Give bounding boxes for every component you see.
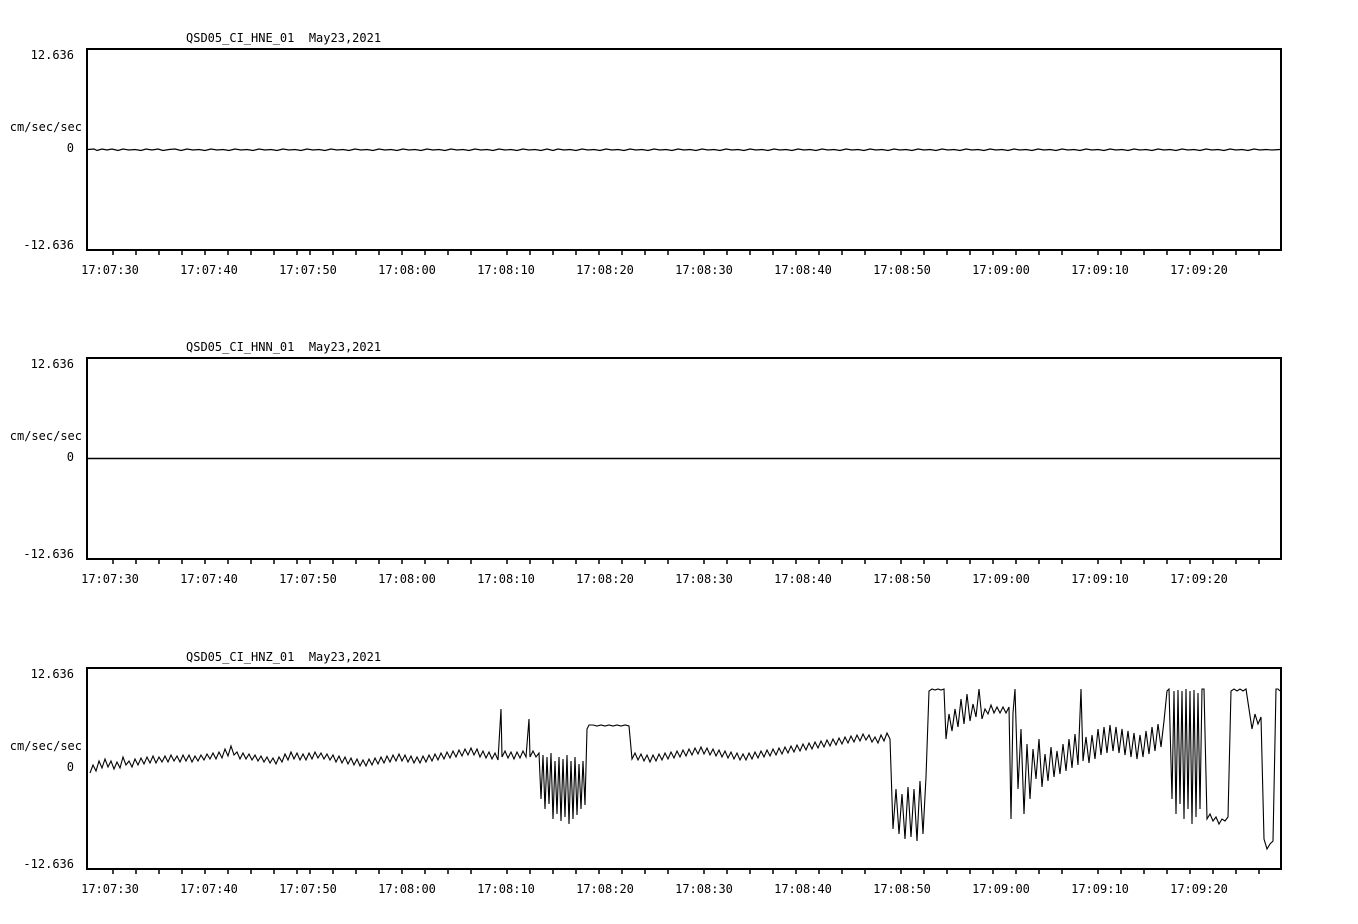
- panel-title-hnn: QSD05_CI_HNN_01 May23,2021: [186, 340, 382, 354]
- x-axis-ticks-hne: [86, 249, 1282, 257]
- x-tick-8-hnz: 17:08:50: [873, 882, 931, 896]
- x-tick-9-hne: 17:09:00: [972, 263, 1030, 277]
- x-tick-0-hne: 17:07:30: [81, 263, 139, 277]
- x-tick-6-hnz: 17:08:30: [675, 882, 733, 896]
- x-tick-10-hnn: 17:09:10: [1071, 572, 1129, 586]
- x-tick-1-hne: 17:07:40: [180, 263, 238, 277]
- x-tick-11-hnz: 17:09:20: [1170, 882, 1228, 896]
- x-tick-4-hnn: 17:08:10: [477, 572, 535, 586]
- x-tick-10-hne: 17:09:10: [1071, 263, 1129, 277]
- y-tick-bottom-hnn: -12.636: [23, 547, 74, 561]
- x-tick-11-hne: 17:09:20: [1170, 263, 1228, 277]
- y-tick-mid-hnz: 0: [66, 760, 74, 774]
- x-axis-ticks-hnn: [86, 558, 1282, 566]
- x-tick-5-hne: 17:08:20: [576, 263, 634, 277]
- panel-title-hnz: QSD05_CI_HNZ_01 May23,2021: [186, 650, 382, 664]
- x-tick-5-hnn: 17:08:20: [576, 572, 634, 586]
- waveform-trace-hnz: [88, 669, 1280, 868]
- y-axis-label-hnz: cm/sec/sec: [9, 739, 82, 753]
- x-tick-2-hnz: 17:07:50: [279, 882, 337, 896]
- x-tick-3-hnn: 17:08:00: [378, 572, 436, 586]
- x-axis-ticks-hnz: [86, 868, 1282, 876]
- x-tick-7-hnn: 17:08:40: [774, 572, 832, 586]
- panel-hnn: [0, 306, 1358, 606]
- x-tick-0-hnn: 17:07:30: [81, 572, 139, 586]
- panel-title-hne: QSD05_CI_HNE_01 May23,2021: [186, 31, 382, 45]
- x-tick-9-hnn: 17:09:00: [972, 572, 1030, 586]
- x-tick-11-hnn: 17:09:20: [1170, 572, 1228, 586]
- y-axis-label-hnn: cm/sec/sec: [9, 429, 82, 443]
- x-tick-4-hne: 17:08:10: [477, 263, 535, 277]
- x-tick-7-hne: 17:08:40: [774, 263, 832, 277]
- x-tick-1-hnn: 17:07:40: [180, 572, 238, 586]
- x-tick-7-hnz: 17:08:40: [774, 882, 832, 896]
- y-tick-bottom-hne: -12.636: [23, 238, 74, 252]
- x-tick-6-hne: 17:08:30: [675, 263, 733, 277]
- waveform-trace-hnn: [88, 359, 1280, 558]
- y-tick-mid-hnn: 0: [66, 450, 74, 464]
- y-tick-top-hne: 12.636: [30, 48, 74, 62]
- x-tick-6-hnn: 17:08:30: [675, 572, 733, 586]
- y-tick-top-hnz: 12.636: [30, 667, 74, 681]
- waveform-trace-hne: [88, 50, 1280, 249]
- x-tick-4-hnz: 17:08:10: [477, 882, 535, 896]
- y-tick-top-hnn: 12.636: [30, 357, 74, 371]
- panel-hne: [0, 0, 1358, 300]
- x-tick-9-hnz: 17:09:00: [972, 882, 1030, 896]
- y-tick-bottom-hnz: -12.636: [23, 857, 74, 871]
- x-tick-8-hne: 17:08:50: [873, 263, 931, 277]
- y-axis-label-hne: cm/sec/sec: [9, 120, 82, 134]
- x-tick-8-hnn: 17:08:50: [873, 572, 931, 586]
- x-tick-2-hnn: 17:07:50: [279, 572, 337, 586]
- y-tick-mid-hne: 0: [66, 141, 74, 155]
- x-tick-1-hnz: 17:07:40: [180, 882, 238, 896]
- x-tick-3-hne: 17:08:00: [378, 263, 436, 277]
- x-tick-10-hnz: 17:09:10: [1071, 882, 1129, 896]
- x-tick-2-hne: 17:07:50: [279, 263, 337, 277]
- plot-area-hnn[interactable]: [86, 357, 1282, 560]
- plot-area-hnz[interactable]: [86, 667, 1282, 870]
- plot-area-hne[interactable]: [86, 48, 1282, 251]
- x-tick-0-hnz: 17:07:30: [81, 882, 139, 896]
- x-tick-3-hnz: 17:08:00: [378, 882, 436, 896]
- x-tick-5-hnz: 17:08:20: [576, 882, 634, 896]
- panel-hnz: [0, 612, 1358, 924]
